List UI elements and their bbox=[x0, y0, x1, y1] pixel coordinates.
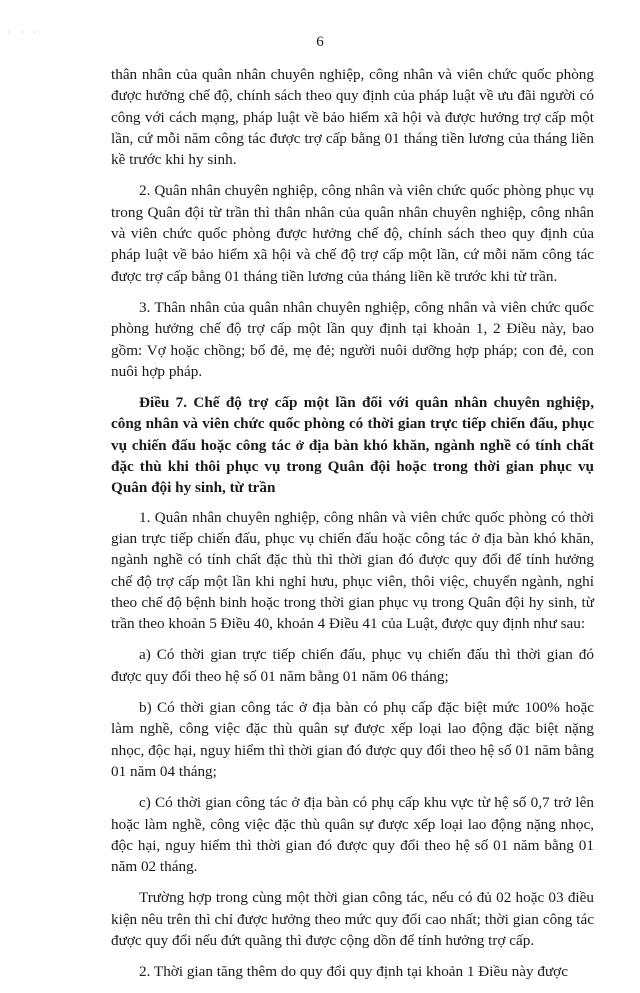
paragraph-article-7-clause-2: 2. Thời gian tăng thêm do quy đổi quy định tại khoản 1 Điều này được bbox=[139, 963, 568, 981]
scan-specks: · · · bbox=[8, 28, 40, 37]
paragraph-clause-2: 2. Quân nhân chuyên nghiệp, công nhân và viên chức quốc phòng phục vụ trong Quân đội từ trần thì thân nhân của quân nhân chuyên nghiệp, công nhân và viên chức quốc phòng được hưởng chế độ, chính sách theo quy định của pháp luật về bảo hiểm xã hội và chế độ trợ cấp một lần, cứ mỗi năm công tác được trợ cấp bằng 01 tháng tiền lương của tháng liền kề trước khi từ trần. bbox=[111, 182, 594, 285]
page-number: 6 bbox=[316, 34, 324, 50]
paragraph-point-b: b) Có thời gian công tác ở địa bàn có phụ cấp đặc biệt mức 100% hoặc làm nghề, công việc đặc thù quân sự được xếp loại lao động đặc biệt nặng nhọc, độc hại, nguy hiểm thì thời gian đó được quy đổi theo hệ số 01 năm bằng 01 năm 04 tháng; bbox=[111, 699, 594, 780]
document-body bbox=[111, 64, 594, 993]
paragraph-clause-3: 3. Thân nhân của quân nhân chuyên nghiệp, công nhân và viên chức quốc phòng hưởng chế độ trợ cấp một lần quy định tại khoản 1, 2 Điều này, bao gồm: Vợ hoặc chồng; bố đẻ, mẹ đẻ; người nuôi dưỡng hợp pháp; con đẻ, con nuôi hợp pháp. bbox=[111, 298, 594, 380]
paragraph-continued: thân nhân của quân nhân chuyên nghiệp, công nhân và viên chức quốc phòng được hưởng chế độ, chính sách theo quy định của pháp luật về ưu đãi người có công với cách mạng, pháp luật về bảo hiểm xã hội và được hưởng trợ cấp một lần, cứ mỗi năm công tác được trợ cấp bằng 01 tháng tiền lương của tháng liền kề trước khi hy sinh. bbox=[111, 66, 594, 169]
paragraph-note: Trường hợp trong cùng một thời gian công tác, nếu có đủ 02 hoặc 03 điều kiện nêu trên thì chỉ được hưởng theo mức quy đổi cao nhất; thời gian công tác được quy đổi nếu đứt quãng thì được cộng dồn để tính hưởng trợ cấp. bbox=[111, 889, 594, 949]
paragraph-point-c: c) Có thời gian công tác ở địa bàn có phụ cấp khu vực từ hệ số 0,7 trở lên hoặc làm nghề, công việc đặc thù quân sự được xếp loại lao động nặng nhọc, độc hại, nguy hiểm thì thời gian đó được quy đổi theo hệ số 01 năm bằng 01 năm 02 tháng. bbox=[111, 794, 594, 876]
paragraph-article-7-clause-1: 1. Quân nhân chuyên nghiệp, công nhân và viên chức quốc phòng có thời gian trực tiếp chiến đấu, phục vụ chiến đấu hoặc công tác ở địa bàn khó khăn, ngành nghề có tính chất đặc thù thì thời gian đó được quy đổi để tính hưởng chế độ trợ cấp một lần khi nghỉ hưu, phục viên, thôi việc, chuyển ngành, nghỉ theo chế độ bệnh binh hoặc trong thời gian phục vụ trong Quân đội hy sinh, từ trần theo khoản 5 Điều 40, khoản 4 Điều 41 của Luật, được quy định như sau: bbox=[111, 508, 594, 633]
paragraph-point-a: a) Có thời gian trực tiếp chiến đấu, phục vụ chiến đấu thì thời gian đó được quy đổi theo hệ số 01 năm bằng 01 năm 06 tháng; bbox=[111, 646, 594, 685]
article-7-heading: Điều 7. Chế độ trợ cấp một lần đối với quân nhân chuyên nghiệp, công nhân và viên chức quốc phòng có thời gian trực tiếp chiến đấu, phục vụ chiến đấu hoặc công tác ở địa bàn khó khăn, ngành nghề có tính chất đặc thù khi thôi phục vụ trong Quân đội hoặc trong thời gian phục vụ Quân đội hy sinh, từ trần bbox=[111, 394, 594, 497]
